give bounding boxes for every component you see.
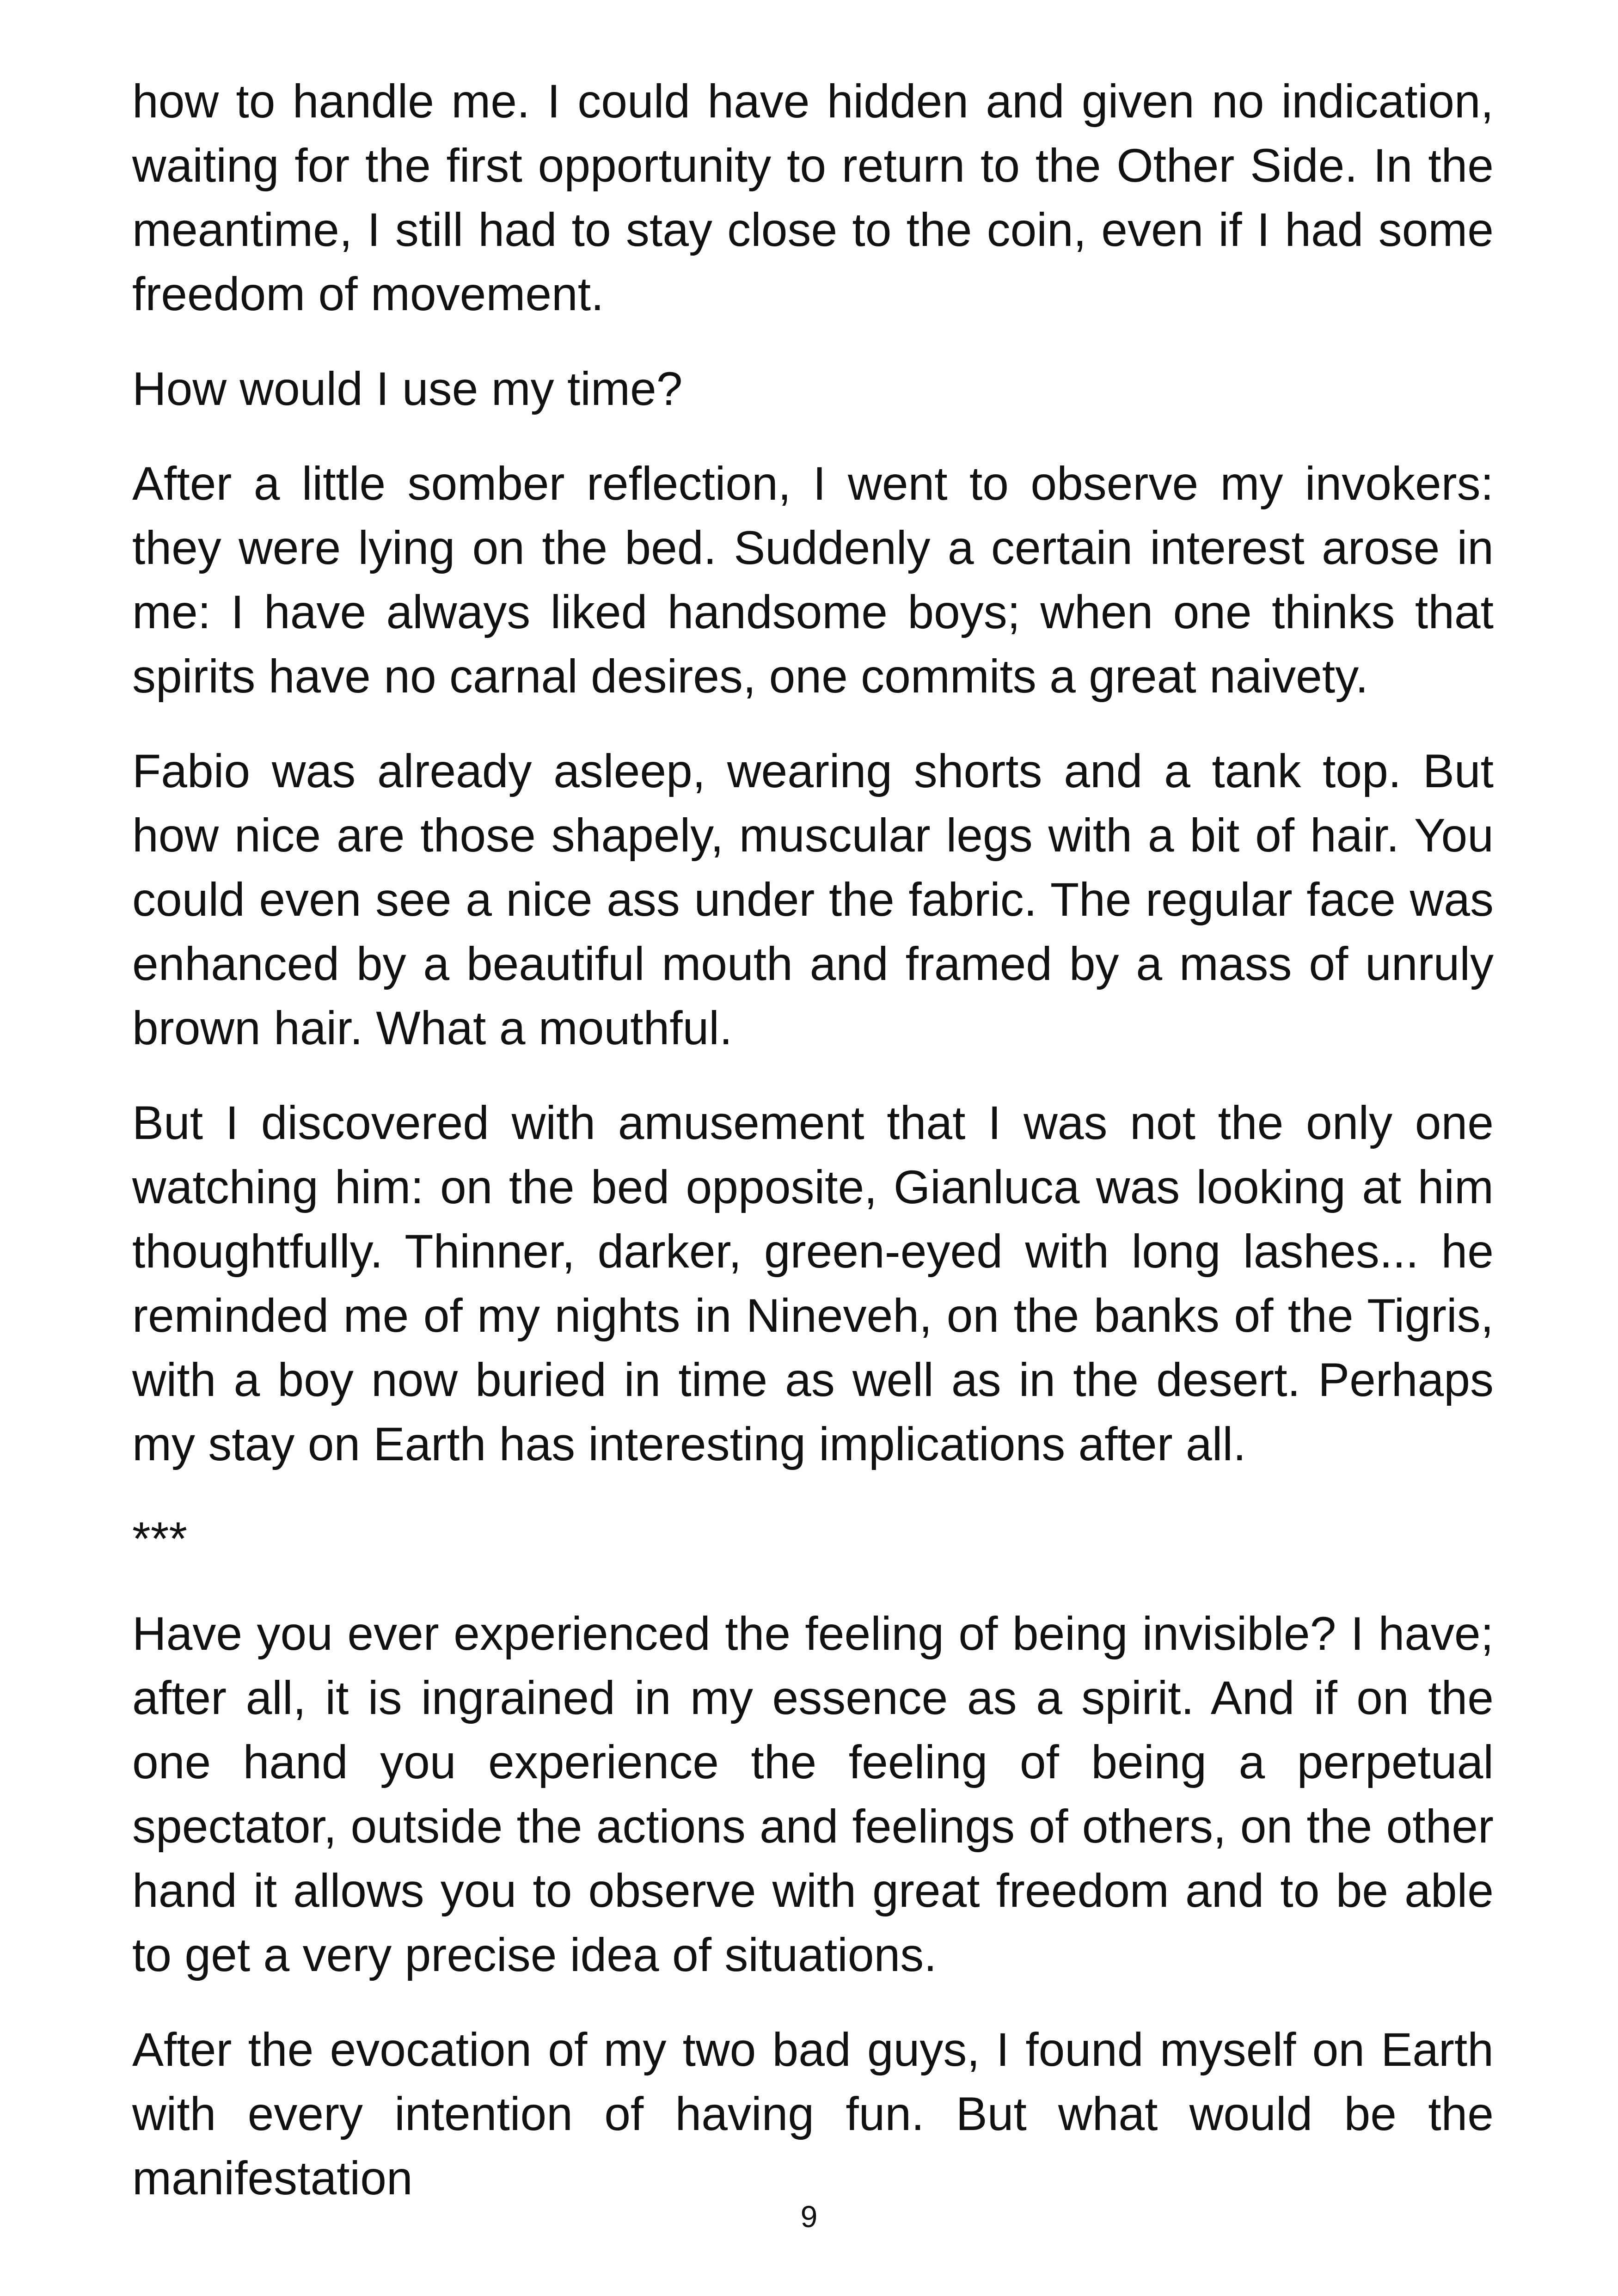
- body-text: [132, 69, 1494, 2241]
- paragraph: Have you ever experienced the feeling of being invisible? I have; after all, it is ingrained in my essence as a spirit. And if on the one hand you experience the feeling of being a perpetual spectator, outside the actions and feelings of others, on the other hand it allows you to observe with great freedom and to be able to get a very precise idea of situations.: [132, 1607, 1494, 1981]
- page-number: 9: [800, 2199, 818, 2234]
- paragraph: After the evocation of my two bad guys, I found myself on Earth with every intention of having fun. But what would be the manifestation: [132, 2023, 1494, 2204]
- scene-break: ***: [132, 1512, 188, 1565]
- paragraph: Fabio was already asleep, wearing shorts and a tank top. But how nice are those shapely, muscular legs with a bit of hair. You could even see a nice ass under the fabric. The regular face was enhanced by a beautiful mouth and framed by a mass of unruly brown hair. What a mouthful.: [132, 745, 1494, 1054]
- paragraph: How would I use my time?: [132, 362, 683, 415]
- paragraph: how to handle me. I could have hidden and given no indication, waiting for the first opportunity to return to the Other Side. In the meantime, I still had to stay close to the coin, even if I had some freedom of movement.: [132, 75, 1494, 320]
- paragraph: But I discovered with amusement that I was not the only one watching him: on the bed opposite, Gianluca was looking at him thoughtfully. Thinner, darker, green-eyed with long lashes... he reminded me of my nights in Nineveh, on the banks of the Tigris, with a boy now buried in time as well as in the desert. Perhaps my stay on Earth has interesting implications after all.: [132, 1096, 1494, 1470]
- paragraph: After a little somber reflection, I went to observe my invokers: they were lying on the bed. Suddenly a certain interest arose in me: I have always liked handsome boys; when one thinks that spirits have no carnal desires, one commits a great naivety.: [132, 457, 1494, 703]
